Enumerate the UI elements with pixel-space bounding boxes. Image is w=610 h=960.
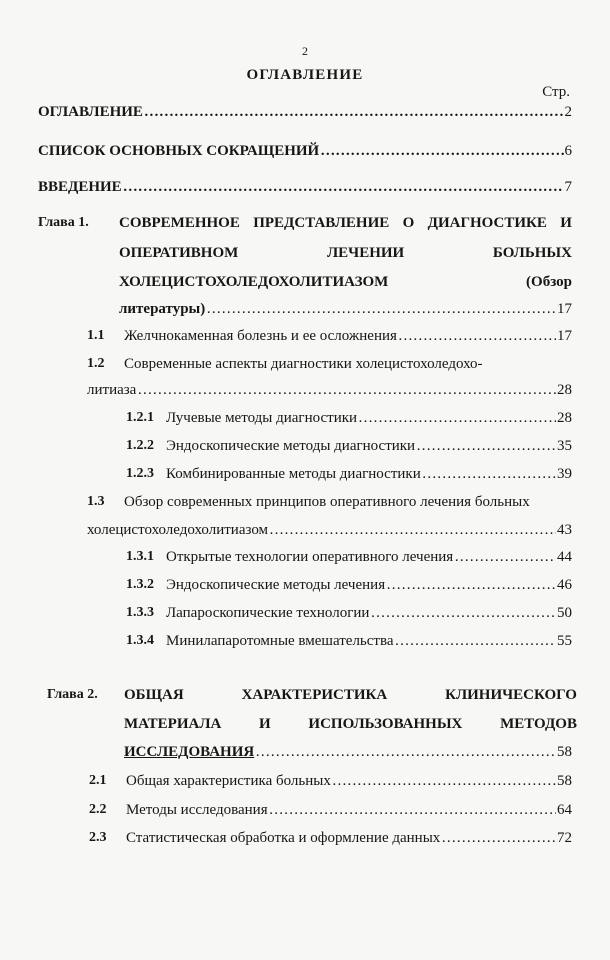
toc-entry-1-3-line1[interactable]: Обзор современных принципов оперативного лечения больных	[124, 494, 530, 510]
leader-dots	[255, 742, 556, 762]
leader-dots	[441, 828, 556, 848]
toc-entry-contents[interactable]: ОГЛАВЛЕНИЕ ……………………………………………………………………………………………………………………………………………………………………………………………… 2	[38, 102, 572, 122]
toc-entry-abbreviations[interactable]: СПИСОК ОСНОВНЫХ СОКРАЩЕНИЙ ……………………………………………………………………………………………………………………………………………………………………………………………… 6	[38, 141, 572, 161]
toc-entry-1-3-1[interactable]: Открытые технологии оперативного лечения ……………………………………………………………………………………………………………………………………………………………………………………………… 44	[166, 547, 572, 567]
toc-entry-2-2[interactable]: Методы исследования ……………………………………………………………………………………………………………………………………………………………………………………………… 64	[126, 800, 572, 820]
section-number: 1.1	[87, 328, 105, 343]
toc-entry-1-3-line2[interactable]: холецистохоледохолитиазом ……………………………………………………………………………………………………………………………………………………………………………………………… 43	[87, 520, 572, 540]
chapter-2-label: Глава 2.	[47, 687, 98, 702]
toc-entry-2-1[interactable]: Общая характеристика больных ……………………………………………………………………………………………………………………………………………………………………………………………… 58	[126, 771, 572, 791]
toc-entry-2-3[interactable]: Статистическая обработка и оформление данных ……………………………………………………………………………………………………………………………………………………………………………………………… 72	[126, 828, 572, 848]
chapter-1-title-line1[interactable]: СОВРЕМЕННОЕ ПРЕДСТАВЛЕНИЕ О ДИАГНОСТИКЕ И	[119, 215, 572, 231]
leader-dots	[398, 326, 556, 346]
toc-entry-1-3-2[interactable]: Эндоскопические методы лечения ……………………………………………………………………………………………………………………………………………………………………………………………… 46	[166, 575, 572, 595]
page-title: ОГЛАВЛЕНИЕ	[246, 67, 364, 83]
toc-entry-1-2-3[interactable]: Комбинированные методы диагностики ……………………………………………………………………………………………………………………………………………………………………………………………… 39	[166, 464, 572, 484]
chapter-2-title-line1[interactable]: ОБЩАЯ ХАРАКТЕРИСТИКА КЛИНИЧЕСКОГО	[124, 687, 577, 703]
section-number: 1.3.4	[126, 633, 154, 648]
section-number: 1.2.1	[126, 410, 154, 425]
section-number: 1.3.1	[126, 549, 154, 564]
page-number: 2	[302, 44, 308, 58]
section-number: 1.2.3	[126, 466, 154, 481]
chapter-1-title-line4[interactable]: литературы) ……………………………………………………………………………………………………………………………………………………………………………………………… 17	[119, 299, 572, 319]
chapter-1-title-line2[interactable]: ОПЕРАТИВНОМ ЛЕЧЕНИИ БОЛЬНЫХ	[119, 245, 572, 261]
leader-dots	[386, 575, 556, 595]
toc-entry-1-3-4[interactable]: Минилапаротомные вмешательства ……………………………………………………………………………………………………………………………………………………………………………………………… 55	[166, 631, 572, 651]
section-number: 1.2.2	[126, 438, 154, 453]
leader-dots	[332, 771, 556, 791]
toc-entry-1-2-line1[interactable]: Современные аспекты диагностики холецистохоледохо-	[124, 356, 483, 372]
leader-dots	[269, 800, 556, 820]
toc-entry-1-2-2[interactable]: Эндоскопические методы диагностики ……………………………………………………………………………………………………………………………………………………………………………………………… 35	[166, 436, 572, 456]
chapter-1-title-line3[interactable]: ХОЛЕЦИСТОХОЛЕДОХОЛИТИАЗОМ (Обзор	[119, 274, 572, 290]
toc-entry-introduction[interactable]: ВВЕДЕНИЕ ……………………………………………………………………………………………………………………………………………………………………………………………… 7	[38, 177, 572, 197]
leader-dots	[269, 520, 556, 540]
leader-dots	[123, 177, 564, 197]
section-number: 2.3	[89, 830, 107, 845]
section-number: 2.2	[89, 802, 107, 817]
leader-dots	[206, 299, 556, 319]
toc-entry-1-2-line2[interactable]: литиаза ……………………………………………………………………………………………………………………………………………………………………………………………… 28	[87, 380, 572, 400]
toc-entry-1-2-1[interactable]: Лучевые методы диагностики ……………………………………………………………………………………………………………………………………………………………………………………………… 28	[166, 408, 572, 428]
leader-dots	[137, 380, 556, 400]
section-number: 1.2	[87, 356, 105, 371]
leader-dots	[454, 547, 556, 567]
section-number: 1.3.3	[126, 605, 154, 620]
toc-entry-1-1[interactable]: Желчнокаменная болезнь и ее осложнения ……………………………………………………………………………………………………………………………………………………………………………………………… 17	[124, 326, 572, 346]
leader-dots	[144, 102, 564, 122]
leader-dots	[320, 141, 563, 161]
leader-dots	[395, 631, 556, 651]
chapter-2-title-line3[interactable]: ИССЛЕДОВАНИЯ ……………………………………………………………………………………………………………………………………………………………………………………………… 58	[124, 742, 572, 762]
pages-column-label: Стр.	[542, 84, 570, 100]
chapter-1-label: Глава 1.	[38, 215, 89, 230]
section-number: 1.3	[87, 494, 105, 509]
toc-entry-1-3-3[interactable]: Лапароскопические технологии ……………………………………………………………………………………………………………………………………………………………………………………………… 50	[166, 603, 572, 623]
leader-dots	[416, 436, 556, 456]
leader-dots	[358, 408, 556, 428]
leader-dots	[422, 464, 556, 484]
section-number: 1.3.2	[126, 577, 154, 592]
section-number: 2.1	[89, 773, 107, 788]
leader-dots	[370, 603, 556, 623]
chapter-2-title-line2[interactable]: МАТЕРИАЛА И ИСПОЛЬЗОВАННЫХ МЕТОДОВ	[124, 716, 577, 732]
